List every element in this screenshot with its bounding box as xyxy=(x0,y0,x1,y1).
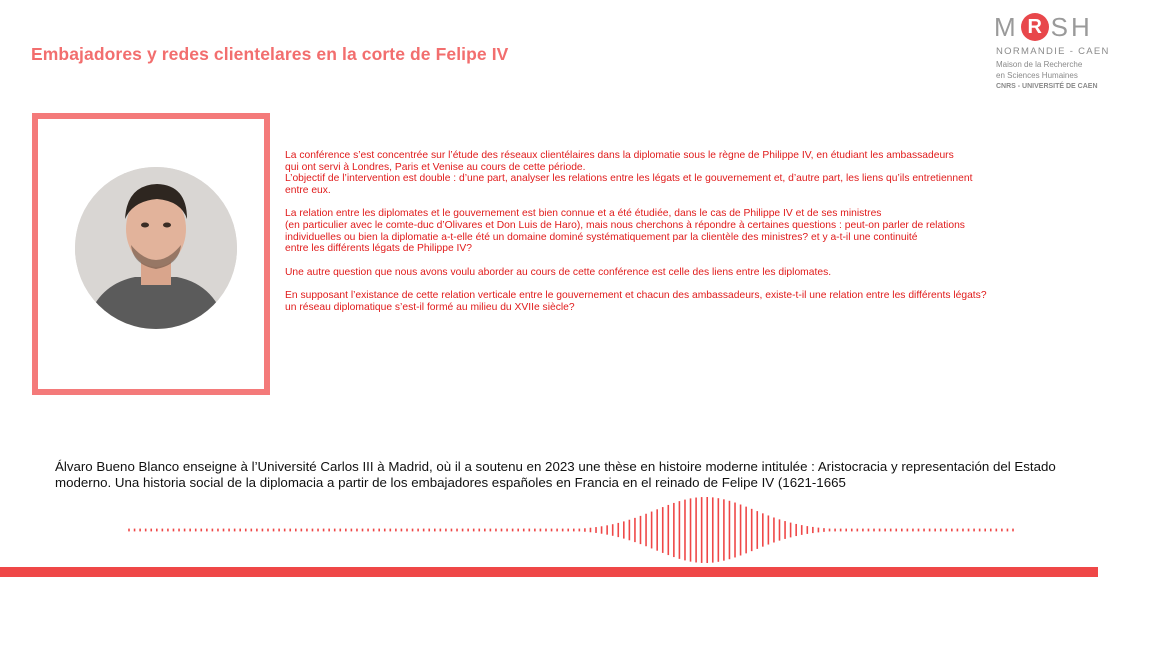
logo-line-2: en Sciences Humaines xyxy=(996,71,1078,80)
portrait-illustration xyxy=(75,167,237,329)
speaker-bio: Álvaro Bueno Blanco enseigne à l’Université Carlos III à Madrid, où il a soutenu en 2023 une thèse en histoire moderne intitulée : Aristocracia y representación del Estado moderno. Una historia social de la diplomacia a partir de los embajadores españoles en Francia en el reinado de Felipe IV (1621-1665 xyxy=(55,459,1056,490)
conference-summary xyxy=(285,150,1135,326)
logo-wordmark xyxy=(994,10,1108,44)
summary-paragraph-4: En supposant l’existance de cette relation verticale entre le gouvernement et chacun des ambassadeurs, existe-t-il une relation entre les différents légats? un réseau diplomatique s’est-il formé au milieu du XVIIe siècle? xyxy=(285,290,987,313)
page-title: Embajadores y redes clientelares en la corte de Felipe IV xyxy=(31,44,509,64)
speaker-photo xyxy=(75,167,237,329)
logo-line-1: Maison de la Recherche xyxy=(996,60,1083,69)
summary-paragraph-1: La conférence s’est concentrée sur l’étude des réseaux clientélaires dans la diplomatie sous le règne de Philippe IV, en étudiant les ambassadeurs qui ont servi à Londres, Paris et Venise au cours de cette période. L’objectif de l’intervention est double : d’une part, analyser les relations entre les légats et le gouvernement et, d’autre part, les liens qu’ils entretiennent entre eux. xyxy=(285,150,973,196)
logo-letter-r: R xyxy=(1021,13,1049,41)
logo-letters-sh: SH xyxy=(1050,11,1093,42)
logo-line-3: CNRS - UNIVERSITÉ DE CAEN xyxy=(996,83,1098,90)
bottom-accent-bar xyxy=(0,567,1098,577)
summary-paragraph-2: La relation entre les diplomates et le gouvernement est bien connue et a été étudiée, dans le cas de Philippe IV et de ses ministres (en particulier avec le comte-duc d’Olivares et Don Luis de Haro), mais nous cherchons à répondre à certaines questions : peut-on parler de relations individuelles ou bien la diplomatie a-t-elle été un domaine dominé systématiquement par la clientèle des ministres? et y a-t-il une continuité entre les différents légats de Philippe IV? xyxy=(285,208,965,255)
logo-subtitle: NORMANDIE - CAEN xyxy=(996,46,1110,57)
audio-waveform-icon xyxy=(125,495,1017,565)
summary-paragraph-3: Une autre question que nous avons voulu aborder au cours de cette conférence est celle des liens entre les diplomates. xyxy=(285,266,832,278)
logo-letter-m: M xyxy=(994,11,1019,42)
mrsh-logo xyxy=(990,10,1112,92)
